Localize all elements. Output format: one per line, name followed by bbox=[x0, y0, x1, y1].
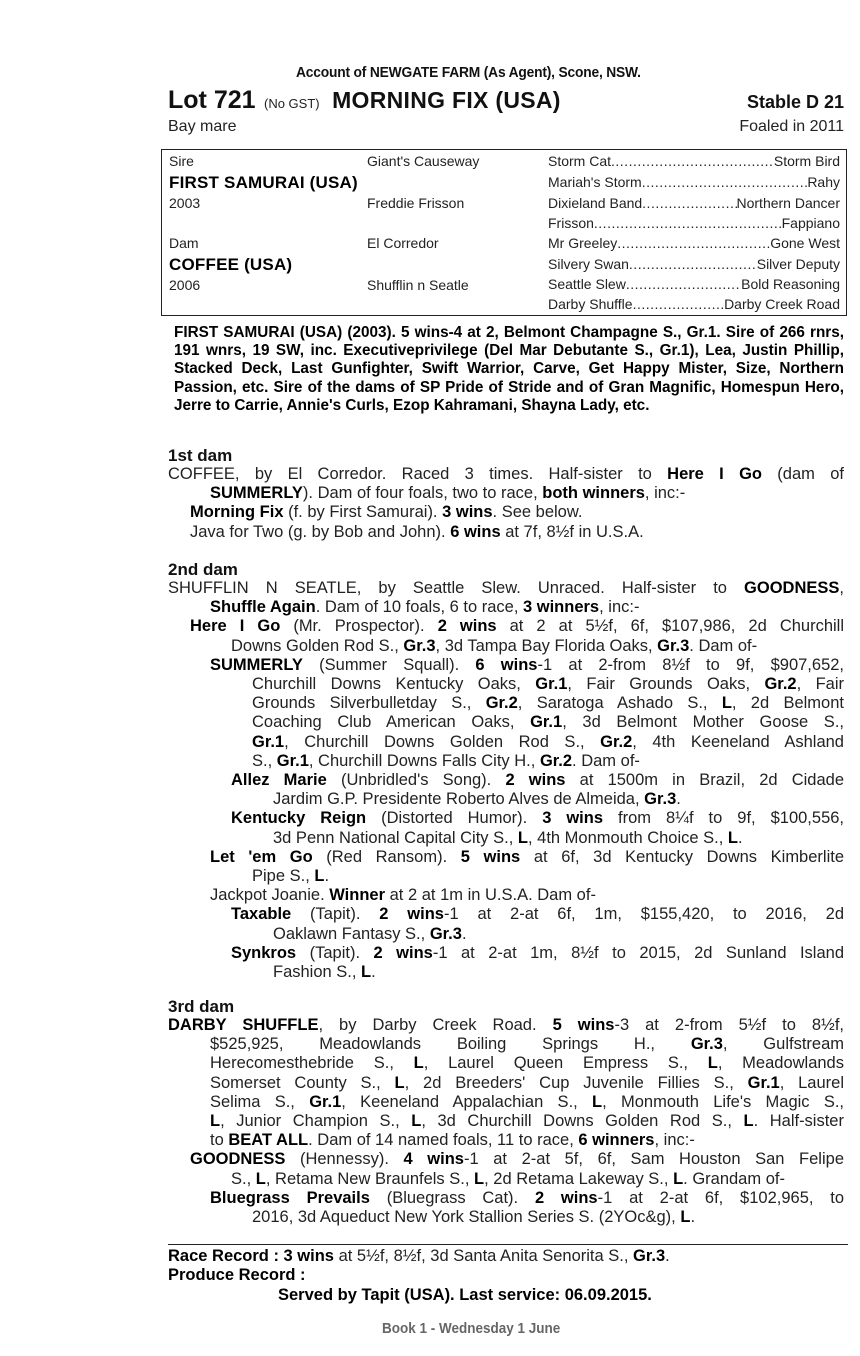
ancestor-row bbox=[548, 256, 840, 272]
lot-header bbox=[168, 86, 844, 118]
text-line: Gr.1, Churchill Downs Golden Rod S., Gr.2, 4th Keeneland Ashland bbox=[252, 732, 844, 751]
sire-description: FIRST SAMURAI (USA) (2003). 5 wins-4 at 2, Belmont Champagne S., Gr.1. Sire of 266 rnrs, 191 wnrs, 19 SW, inc. Executiveprivilege (Del Mar Debutante S., Gr.1), Lea, Justin Phillip, Stacked Deck, Last Gunfighter, Swift Warrior, Carve, Get Happy Mister, Size, Northern Passion, etc. Sire of the dams of SP Pride of Stride and of Gran Magnific, Homespun Hero, Jerre to Carrie, Annie's Curls, Ezop Kahramani, Shayna Lady, etc. bbox=[174, 324, 844, 414]
text-line: 3d Penn National Capital City S., L, 4th Monmouth Choice S., L. bbox=[273, 828, 743, 847]
horse-subtitle bbox=[168, 118, 844, 136]
third-dam-text bbox=[168, 1016, 844, 1227]
text-line: 2016, 3d Aqueduct New York Stallion Series S. (2YOc&g), L. bbox=[252, 1208, 696, 1227]
text-line: Kentucky Reign (Distorted Humor). 3 wins from 8¼f to 9f, $100,556, bbox=[231, 809, 845, 828]
second-dam-text bbox=[168, 579, 844, 982]
text-line: Selima S., Gr.1, Keeneland Appalachian S., L, Monmouth Life's Magic S., bbox=[210, 1092, 844, 1111]
text-line: Downs Golden Rod S., Gr.3, 3d Tampa Bay Florida Oaks, Gr.3. Dam of- bbox=[231, 636, 758, 655]
text-line: Churchill Downs Kentucky Oaks, Gr.1, Fair Grounds Oaks, Gr.2, Fair bbox=[252, 675, 844, 694]
first-dam-heading: 1st dam bbox=[168, 446, 233, 465]
text-line: SHUFFLIN N SEATLE, by Seattle Slew. Unraced. Half-sister to GOODNESS, bbox=[168, 579, 844, 597]
ancestor-row bbox=[548, 235, 840, 251]
ancestor-right: Rahy bbox=[807, 174, 840, 190]
divider bbox=[168, 1244, 848, 1245]
text-line: Somerset County S., L, 2d Breeders' Cup Juvenile Fillies S., Gr.1, Laurel bbox=[210, 1073, 844, 1092]
text-line: Java for Two (g. by Bob and John). 6 wins at 7f, 8½f in U.S.A. bbox=[190, 522, 644, 541]
race-record-end: . bbox=[665, 1247, 670, 1265]
ancestor-right: Storm Bird bbox=[773, 153, 840, 169]
text-line: to BEAT ALL. Dam of 14 named foals, 11 to race, 6 winners, inc:- bbox=[210, 1131, 695, 1150]
ancestor-row bbox=[548, 215, 840, 231]
text-line: Fashion S., L. bbox=[273, 963, 376, 982]
text-line: Oaklawn Fantasy S., Gr.3. bbox=[273, 924, 467, 943]
ancestor-right: Darby Creek Road bbox=[724, 296, 840, 312]
text-line: COFFEE, by El Corredor. Raced 3 times. Half-sister to Here I Go (dam of bbox=[168, 465, 844, 483]
text-line: Pipe S., L. bbox=[252, 867, 330, 886]
ancestor-right: Fappiano bbox=[781, 215, 840, 231]
race-record-text: at 5½f, 8½f, 3d Santa Anita Senorita S., bbox=[333, 1247, 634, 1265]
text-line: GOODNESS (Hennessy). 4 wins-1 at 2-at 5f, 6f, Sam Houston San Felipe bbox=[190, 1150, 844, 1169]
text-line: Jardim G.P. Presidente Roberto Alves de Almeida, Gr.3. bbox=[273, 790, 681, 809]
ancestor-right: Gone West bbox=[770, 235, 840, 251]
service-note: Served by Tapit (USA). Last service: 06.09.2015. bbox=[278, 1286, 652, 1304]
dam-sire: El Corredor bbox=[367, 235, 439, 251]
ancestor-right: Bold Reasoning bbox=[741, 276, 840, 292]
text-line: SUMMERLY). Dam of four foals, two to race, both winners, inc:- bbox=[210, 484, 686, 503]
ancestor-row bbox=[548, 296, 840, 312]
text-line: Coaching Club American Oaks, Gr.1, 3d Belmont Mother Goose S., bbox=[252, 713, 844, 732]
race-record bbox=[168, 1247, 670, 1285]
dam-dam: Shufflin n Seatle bbox=[367, 277, 469, 293]
sire-dam: Freddie Frisson bbox=[367, 195, 465, 211]
sire-name: FIRST SAMURAI (USA) bbox=[169, 173, 358, 192]
text-line: SUMMERLY (Summer Squall). 6 wins-1 at 2-from 8½f to 9f, $907,652, bbox=[210, 655, 845, 674]
page-footer: Book 1 - Wednesday 1 June bbox=[382, 1320, 561, 1337]
ancestor-left: Seattle Slew bbox=[548, 276, 626, 292]
race-record-label: Race Record : 3 wins bbox=[168, 1247, 334, 1265]
text-line: Herecomesthebride S., L, Laurel Queen Empress S., L, Meadowlands bbox=[210, 1054, 844, 1073]
foaled-year: Foaled in 2011 bbox=[739, 118, 844, 135]
ancestor-left: Mariah's Storm bbox=[548, 174, 642, 190]
dam-name: COFFEE (USA) bbox=[169, 255, 293, 274]
gst-note: (No GST) bbox=[263, 96, 320, 111]
dam-label: Dam bbox=[169, 235, 199, 251]
text-line: Synkros (Tapit). 2 wins-1 at 2-at 1m, 8½f to 2015, 2d Sunland Island bbox=[231, 943, 844, 962]
third-dam-heading: 3rd dam bbox=[168, 997, 235, 1016]
text-line: Allez Marie (Unbridled's Song). 2 wins at 1500m in Brazil, 2d Cidade bbox=[231, 771, 845, 790]
ancestor-row bbox=[548, 195, 840, 211]
text-line: S., Gr.1, Churchill Downs Falls City H., Gr.2. Dam of- bbox=[252, 751, 640, 770]
text-line: Jackpot Joanie. Winner at 2 at 1m in U.S.A. Dam of- bbox=[210, 886, 596, 905]
text-line: Grounds Silverbulletday S., Gr.2, Saratoga Ashado S., L, 2d Belmont bbox=[252, 694, 844, 713]
ancestor-left: Silvery Swan bbox=[548, 256, 629, 272]
sire-sire: Giant's Causeway bbox=[367, 153, 480, 169]
ancestor-left: Frisson bbox=[548, 215, 594, 231]
produce-record-label: Produce Record : bbox=[168, 1266, 306, 1284]
pedigree-table bbox=[161, 149, 847, 316]
text-line: DARBY SHUFFLE, by Darby Creek Road. 5 wins-3 at 2-from 5½f to 8½f, bbox=[168, 1016, 844, 1034]
ancestor-right: Northern Dancer bbox=[736, 195, 840, 211]
ancestor-right: Silver Deputy bbox=[756, 256, 840, 272]
lot-number: Lot 721 bbox=[168, 86, 256, 114]
ancestor-left: Storm Cat bbox=[548, 153, 612, 169]
race-record-grade: Gr.3 bbox=[633, 1247, 666, 1265]
second-dam-heading: 2nd dam bbox=[168, 560, 238, 579]
ancestor-row bbox=[548, 276, 840, 292]
vendor-account: Account of NEWGATE FARM (As Agent), Scone, NSW. bbox=[296, 64, 641, 81]
first-dam-text bbox=[168, 465, 844, 542]
text-line: L, Junior Champion S., L, 3d Churchill Downs Golden Rod S., L. Half-sister bbox=[210, 1112, 844, 1131]
text-line: Bluegrass Prevails (Bluegrass Cat). 2 wins-1 at 2-at 6f, $102,965, to bbox=[210, 1188, 845, 1207]
ancestor-left: Mr Greeley bbox=[548, 235, 618, 251]
text-line: Here I Go (Mr. Prospector). 2 wins at 2 at 5½f, 6f, $107,986, 2d Churchill bbox=[190, 617, 845, 636]
stable-location: Stable D 21 bbox=[746, 92, 844, 112]
ancestor-row bbox=[548, 153, 840, 169]
text-line: Let 'em Go (Red Ransom). 5 wins at 6f, 3d Kentucky Downs Kimberlite bbox=[210, 847, 844, 866]
dam-year: 2006 bbox=[169, 277, 201, 293]
ancestor-row bbox=[548, 174, 840, 190]
text-line: S., L, Retama New Braunfels S., L, 2d Retama Lakeway S., L. Grandam of- bbox=[231, 1169, 785, 1188]
horse-description: Bay mare bbox=[168, 118, 237, 135]
horse-name: MORNING FIX (USA) bbox=[332, 87, 561, 113]
sire-year: 2003 bbox=[169, 195, 201, 211]
text-line: Shuffle Again. Dam of 10 foals, 6 to race, 3 winners, inc:- bbox=[210, 598, 640, 617]
ancestor-left: Dixieland Band bbox=[548, 195, 643, 211]
text-line: Morning Fix (f. by First Samurai). 3 wins. See below. bbox=[190, 503, 583, 522]
text-line: $525,925, Meadowlands Boiling Springs H., Gr.3, Gulfstream bbox=[210, 1035, 844, 1054]
text-line: Taxable (Tapit). 2 wins-1 at 2-at 6f, 1m, $155,420, to 2016, 2d bbox=[231, 905, 844, 924]
sire-label: Sire bbox=[169, 153, 194, 169]
ancestor-left: Darby Shuffle bbox=[548, 296, 633, 312]
